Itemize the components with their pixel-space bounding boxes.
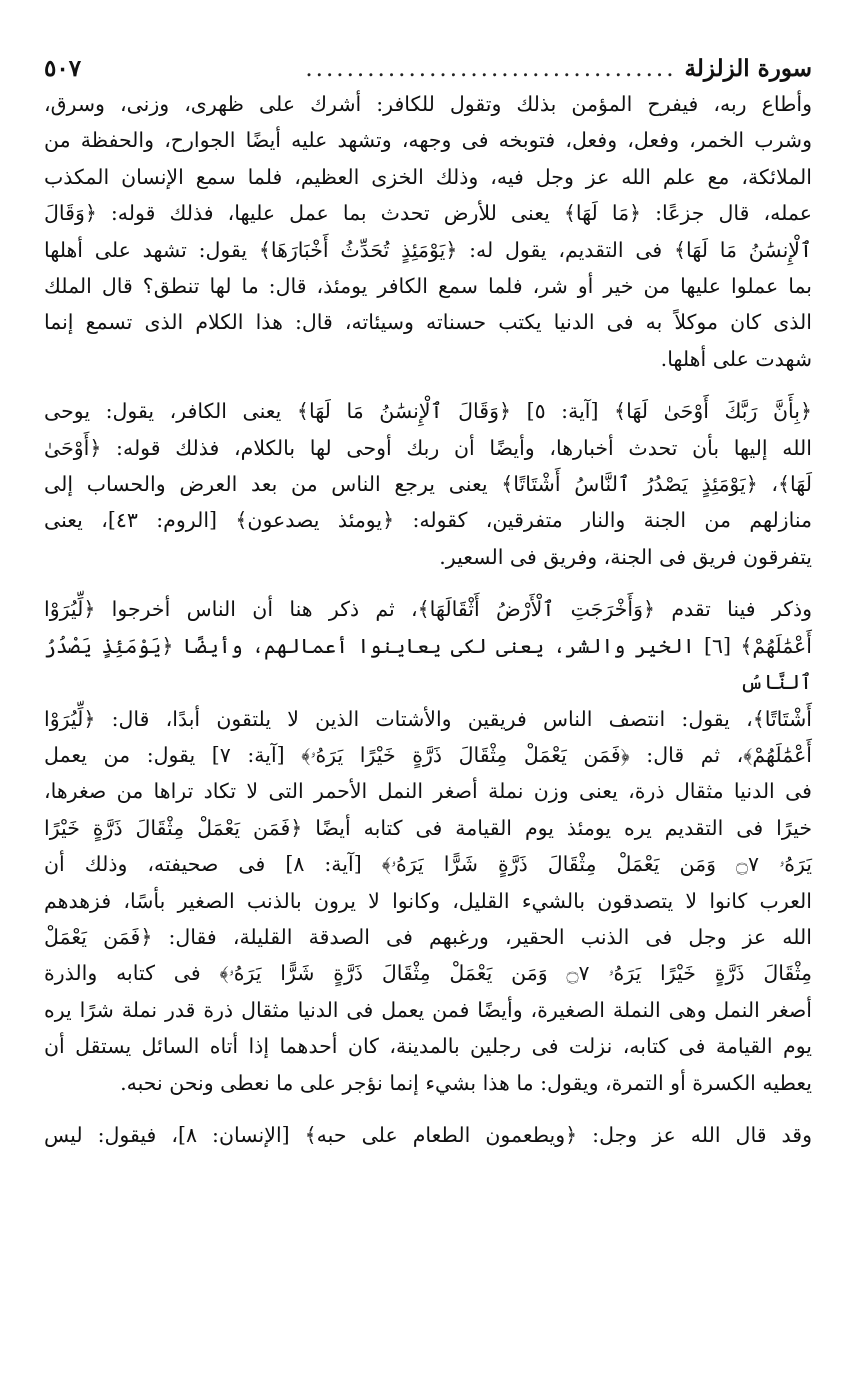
- text-line: أصغر النمل وهى النملة الصغيرة، وأيضًا فمن يعمل فى الدنيا مثقال ذرة قدر نملة شرًا يره: [44, 997, 812, 1022]
- text-line: وأطاع ربه، فيفرح المؤمن بذلك وتقول للكافر: أشرك على ظهرى، وزنى، وسرق،: [44, 92, 812, 116]
- text-line: فى الدنيا مثقال ذرة، يعنى وزن نملة أصغر النمل الأحمر التى لا تكاد تراها من صغرها،: [44, 779, 812, 804]
- page-header: [44, 40, 812, 82]
- leader-dots: ....................................: [305, 56, 677, 82]
- text-line: أَعْمَٰلَهُمْ﴾، ثم قال: ﴿فَمَن يَعْمَلْ مِثْقَالَ ذَرَّةٍ خَيْرًا يَرَهُۥ﴾ [آية: ٧] يقول: من يعمل: [44, 742, 812, 767]
- text-line: العرب كانوا لا يتصدقون بالشيء القليل، وكانوا لا يرون بالذنب الصغير بأسًا، فزهدهم: [44, 888, 812, 913]
- paragraph: [44, 591, 812, 1101]
- paragraph: [44, 1117, 812, 1153]
- text-line: بما عملوا عليها من خير أو شر، فلما سمع الكافر يومئذ، قال: ما لها تنطق؟ قال الملك: [44, 274, 812, 299]
- text-line: أَشْتَاتًا﴾، يقول: انتصف الناس فريقين والأشتات الذين لا يلتقون أبدًا، قال: ﴿لِّيُرَوْا: [44, 706, 812, 731]
- text-line: يوم القيامة فى كتابه، نزلت فى رجلين بالمدينة، كان أحدهما إذا أتاه السائل يستقل أن: [44, 1034, 812, 1059]
- text-line: ﴿بِأَنَّ رَبَّكَ أَوْحَىٰ لَهَا﴾ [آية: ٥] ﴿وَقَالَ ٱلْإِنسَٰنُ مَا لَهَا﴾ يعنى الكافر، يقول: يوحى: [44, 399, 813, 424]
- text-line: الذى كان موكلاً به فى الدنيا يكتب حسناته وسيئاته، قال: هذا الكلام الذى تسمع إنما: [44, 310, 812, 335]
- text-line: شهدت على أهلها.: [660, 346, 812, 371]
- text-line: وذكر فينا تقدم ﴿وَأَخْرَجَتِ ٱلْأَرْضُ أَثْقَالَهَا﴾، ثم ذكر هنا أن الناس أخرجوا ﴿لِّيُرَوْا: [44, 597, 812, 622]
- page-body: [44, 86, 812, 1153]
- text-line: يتفرقون فريق فى الجنة، وفريق فى السعير.: [439, 544, 812, 569]
- text-line: لَهَا﴾، ﴿يَوْمَئِذٍ يَصْدُرُ ٱلنَّاسُ أَشْتَاتًا﴾ يعنى يرجع الناس من بعد العرض والحساب إلى: [44, 472, 812, 497]
- surah-title: سورة الزلزلة: [684, 55, 812, 82]
- text-line: ٱلْإِنسَٰنُ مَا لَهَا﴾ فى التقديم، يقول له: ﴿يَوْمَئِذٍ تُحَدِّثُ أَخْبَارَهَا﴾ يقول: تشهد على أهلها: [44, 237, 812, 262]
- text-line: يَرَهُۥ ۝٧ وَمَن يَعْمَلْ مِثْقَالَ ذَرَّةٍ شَرًّا يَرَهُۥ﴾ [آية: ٨] فى صحيفته، وذلك أن: [44, 852, 812, 877]
- paragraph: [44, 86, 812, 377]
- text-line: وقد قال الله عز وجل: ﴿ويطعمون الطعام على حبه﴾ [الإنسان: ٨]، فيقول: ليس: [44, 1122, 812, 1147]
- text-line: يعطيه الكسرة أو التمرة، ويقول: ما هذا بشيء إنما نؤجر على ما نعطى ونحن نحبه.: [120, 1070, 812, 1095]
- text-line: وشرب الخمر، وفعل، وفعل، فتوبخه فى وجهه، وتشهد عليه أيضًا الجوارح، والحفظة من: [44, 128, 812, 153]
- page-number: ٥٠٧: [44, 55, 82, 82]
- paragraph: [44, 393, 812, 575]
- text-line: منازلهم من الجنة والنار متفرقين، كقوله: ﴿يومئذ يصدعون﴾ [الروم: ٤٣]، يعنى: [44, 508, 812, 533]
- text-line: مِثْقَالَ ذَرَّةٍ خَيْرًا يَرَهُۥ ۝٧ وَمَن يَعْمَلْ مِثْقَالَ ذَرَّةٍ شَرًّا يَرَهُۥ﴾ فى كتابه والذرة: [44, 961, 813, 986]
- text-line: الله إليها بأن تحدث أخبارها، وأيضًا أن ربك أوحى لها بالكلام، فذلك قوله: ﴿أَوْحَىٰ: [44, 435, 812, 460]
- text-line: خيرًا فى التقديم يره يومئذ يوم القيامة فى كتابه أيضًا ﴿فَمَن يَعْمَلْ مِثْقَالَ ذَرَّةٍ خَيْرًا: [44, 815, 812, 840]
- text-line: الملائكة، مع علم الله عز وجل فيه، وذلك الخزى العظيم، فلما سمع الإنسان المكذب: [44, 164, 812, 189]
- text-line: الله عز وجل فى الذنب الحقير، ورغبهم فى الصدقة القليلة، فقال: ﴿فَمَن يَعْمَلْ: [44, 924, 812, 949]
- text-line: أَعْمَٰلَهُمْ﴾ [٦] الخير والشر، يعنى لكى يعاينوا أعمالهم، وأيضًا ﴿يَوْمَئِذٍ يَصْدُرُ ٱلنَّاسُ: [44, 633, 812, 695]
- text-line: عمله، قال جزعًا: ﴿مَا لَهَا﴾ يعنى للأرض تحدث بما عمل عليها، فذلك قوله: ﴿وَقَالَ: [44, 201, 812, 226]
